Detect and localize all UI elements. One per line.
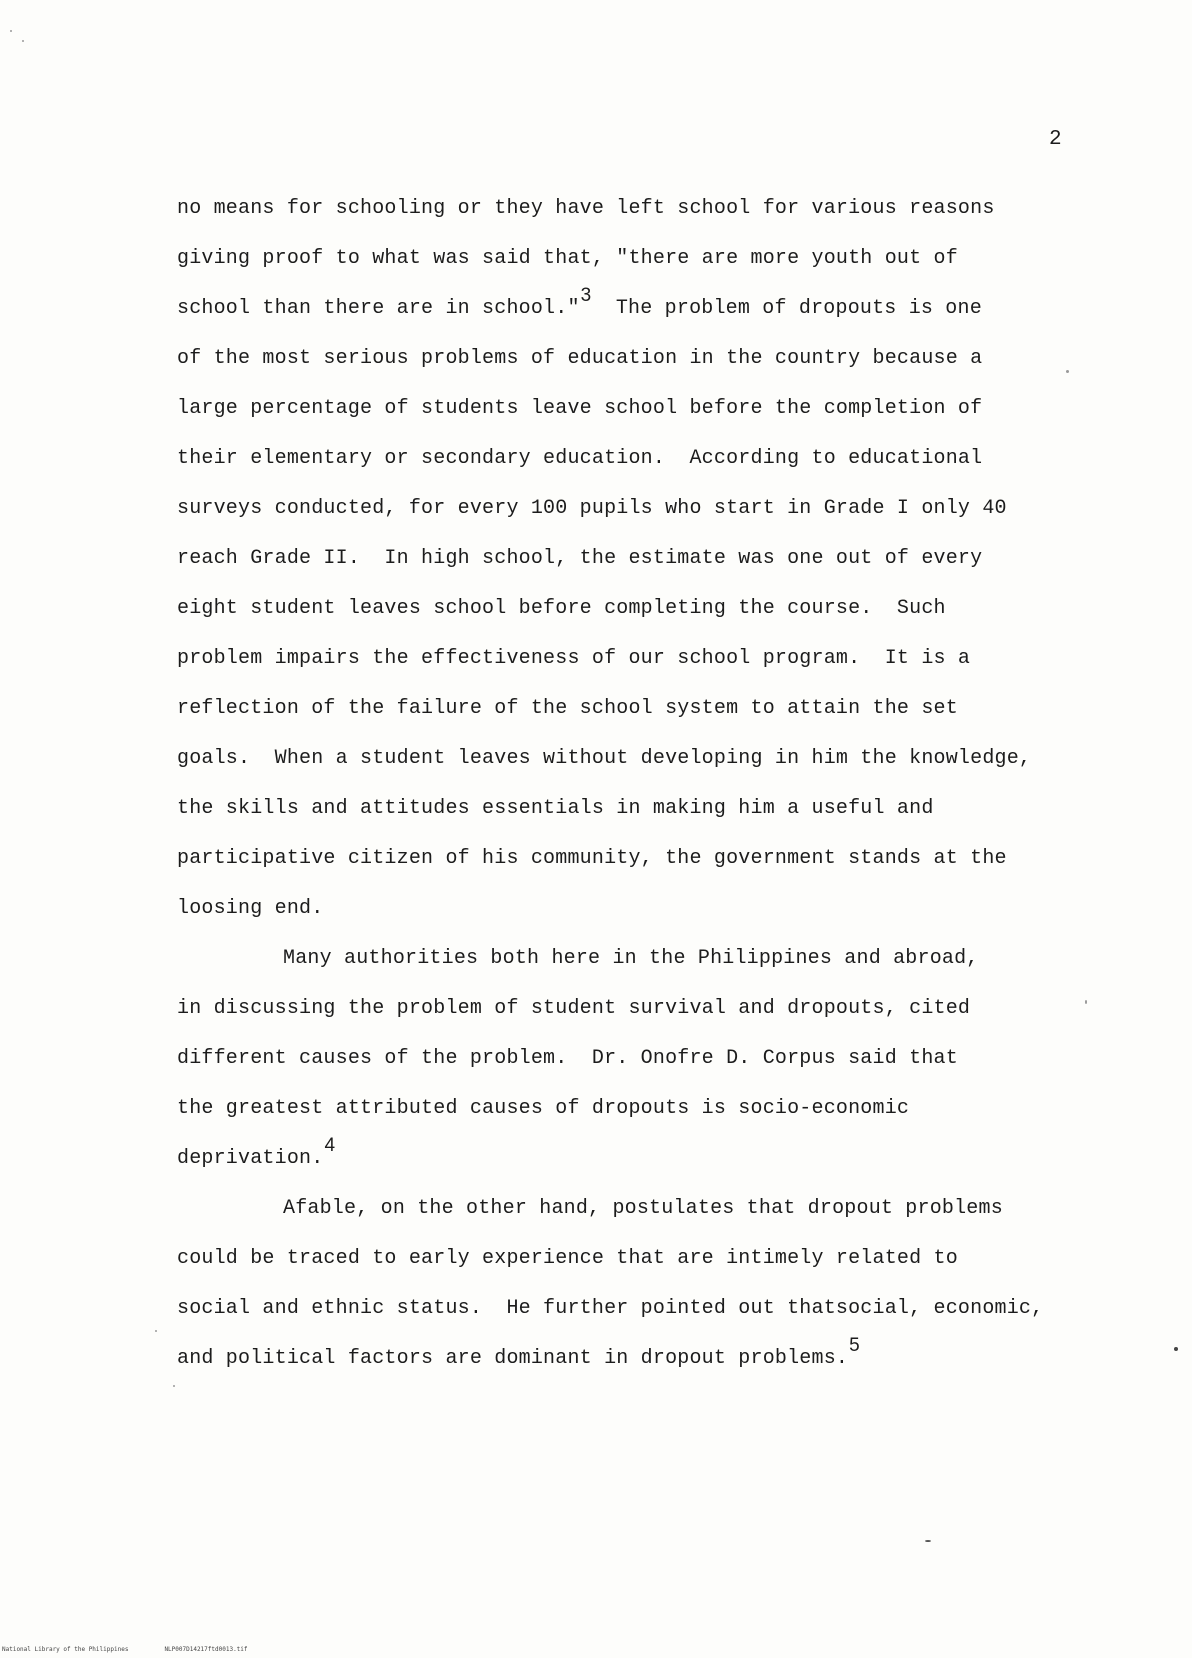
text-line — [177, 497, 1007, 520]
line-text: the skills and attitudes essentials in making him a useful and — [177, 797, 934, 820]
text-line — [177, 1335, 860, 1370]
line-text: deprivation. — [177, 1147, 324, 1170]
scan-speck — [10, 30, 12, 32]
line-text: of the most serious problems of education in the country because a — [177, 347, 983, 370]
line-text: large percentage of students leave school before the completion of — [177, 397, 983, 420]
text-line — [283, 1197, 1003, 1220]
footnote-marker: 3 — [580, 285, 592, 306]
line-text: The problem of dropouts is one — [591, 297, 982, 320]
line-text: goals. When a student leaves without developing in him the knowledge, — [177, 747, 1032, 770]
text-line — [177, 447, 982, 470]
text-line — [283, 947, 979, 970]
text-line — [177, 1135, 336, 1170]
footer-file-id: NLP007D14217ftd0013.tif — [164, 1646, 248, 1653]
text-line — [177, 547, 982, 570]
scan-speck — [1174, 1347, 1178, 1351]
footnote-marker: 5 — [849, 1335, 860, 1356]
text-line — [177, 697, 958, 720]
scan-speck — [1066, 370, 1069, 373]
text-line — [177, 597, 946, 620]
line-text: surveys conducted, for every 100 pupils who start in Grade I only 40 — [177, 497, 1007, 520]
text-line — [177, 285, 982, 320]
line-text: Afable, on the other hand, postulates that dropout problems — [283, 1197, 1003, 1220]
footer-source: National Library of the Philippines — [2, 1646, 129, 1653]
scan-footer — [2, 1646, 284, 1653]
line-text: the greatest attributed causes of dropouts is socio-economic — [177, 1097, 910, 1120]
text-line — [177, 1297, 1043, 1320]
text-line — [177, 347, 982, 370]
line-text: school than there are in school." — [177, 297, 580, 320]
line-text: and political factors are dominant in dropout problems. — [177, 1347, 849, 1370]
line-text: problem impairs the effectiveness of our school program. It is a — [177, 647, 971, 670]
scan-speck — [22, 40, 24, 42]
text-line — [177, 197, 995, 220]
text-line — [177, 847, 1007, 870]
line-text: Many authorities both here in the Philippines and abroad, — [283, 947, 979, 970]
text-line — [177, 247, 958, 270]
footnote-marker: 4 — [324, 1135, 336, 1156]
line-text: social and ethnic status. He further pointed out thatsocial, economic, — [177, 1297, 1044, 1320]
text-line — [177, 747, 1031, 770]
line-text: eight student leaves school before completing the course. Such — [177, 597, 946, 620]
text-line — [177, 1047, 958, 1070]
line-text: loosing end. — [177, 897, 324, 920]
scan-speck — [173, 1385, 175, 1387]
line-text: participative citizen of his community, the government stands at the — [177, 847, 1007, 870]
line-text: reflection of the failure of the school system to attain the set — [177, 697, 958, 720]
scan-speck — [925, 1540, 931, 1542]
line-text: no means for schooling or they have left school for various reasons — [177, 197, 995, 220]
text-line — [177, 647, 970, 670]
text-line — [177, 997, 970, 1020]
line-text: could be traced to early experience that are intimely related to — [177, 1247, 958, 1270]
text-line — [177, 397, 982, 420]
text-line — [177, 797, 934, 820]
line-text: giving proof to what was said that, "there are more youth out of — [177, 247, 958, 270]
text-line — [177, 1097, 909, 1120]
line-text: their elementary or secondary education. According to educational — [177, 447, 983, 470]
scan-speck — [155, 1330, 157, 1332]
line-text: different causes of the problem. Dr. Onofre D. Corpus said that — [177, 1047, 958, 1070]
text-line — [177, 897, 323, 920]
text-line — [177, 1247, 958, 1270]
scan-speck — [1085, 1000, 1087, 1004]
line-text: reach Grade II. In high school, the estimate was one out of every — [177, 547, 983, 570]
line-text: in discussing the problem of student survival and dropouts, cited — [177, 997, 971, 1020]
page-number: 2 — [1049, 128, 1062, 151]
